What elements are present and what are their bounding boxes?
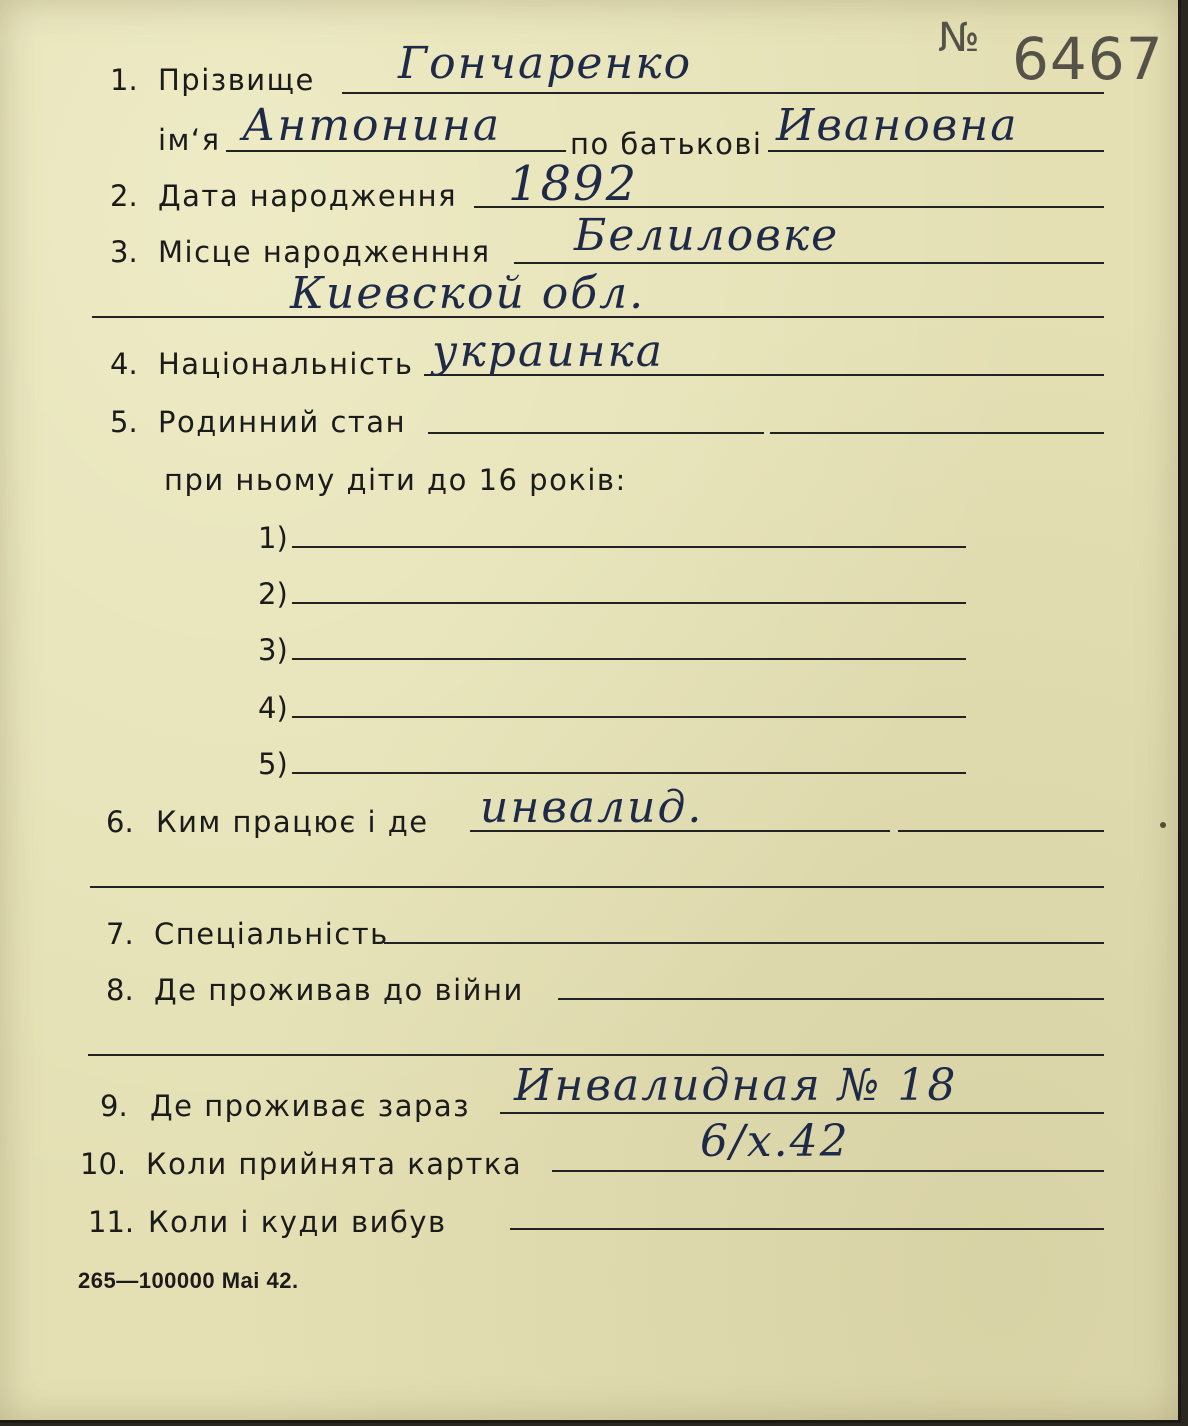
- family-status-label: Родинний стан: [158, 405, 407, 439]
- work-value: инвалид.: [480, 782, 704, 833]
- surname-label: Прізвище: [158, 63, 315, 97]
- child-line-5: [292, 772, 966, 774]
- field-number-work: 6.: [106, 805, 134, 839]
- field-number-birth-date: 2.: [110, 179, 138, 213]
- field-number-card-accepted: 10.: [80, 1147, 127, 1181]
- field-number-nationality: 4.: [110, 347, 138, 381]
- child-line-1: [292, 546, 966, 548]
- specialty-line: [384, 942, 1104, 944]
- birth-place-value: Белиловке: [574, 210, 840, 261]
- work-label: Ким працює і де: [156, 805, 429, 839]
- card-accepted-label: Коли прийнята картка: [146, 1147, 523, 1181]
- child-line-3: [292, 658, 966, 660]
- first-name-value: Антонина: [242, 100, 502, 151]
- surname-line: [342, 92, 1104, 94]
- work-line-b: [898, 830, 1104, 832]
- child-line-4: [292, 716, 966, 718]
- field-number-birth-place: 3.: [110, 235, 138, 269]
- field-number-departed: 11.: [88, 1205, 135, 1239]
- prewar-residence-label: Де проживав до війни: [154, 973, 524, 1007]
- child-line-2: [292, 602, 966, 604]
- current-residence-line: [500, 1112, 1104, 1114]
- children-label: при ньому діти до 16 років:: [164, 463, 627, 497]
- printer-imprint: 265—100000 Mai 42.: [78, 1268, 299, 1293]
- family-status-line-a: [428, 432, 764, 434]
- birth-date-value: 1892: [508, 156, 639, 212]
- departed-line: [510, 1228, 1104, 1230]
- birth-place-label: Місце народженння: [158, 235, 491, 269]
- prewar-residence-line: [558, 998, 1104, 1000]
- specialty-label: Спеціальність: [154, 917, 389, 951]
- field-number-surname: 1.: [110, 63, 138, 97]
- first-name-label: ім‘я: [158, 123, 221, 157]
- birth-place-line: [514, 262, 1104, 264]
- birth-date-label: Дата народження: [158, 179, 458, 213]
- work-line-2: [90, 886, 1104, 888]
- patronymic-value: Ивановна: [776, 100, 1019, 151]
- card-number-prefix: №: [938, 15, 981, 61]
- nationality-value: украинка: [432, 326, 665, 377]
- field-number-family-status: 5.: [110, 405, 138, 439]
- current-residence-label: Де проживає зараз: [150, 1089, 471, 1123]
- child-number-2: 2): [258, 577, 288, 611]
- field-number-current-residence: 9.: [100, 1089, 128, 1123]
- nationality-label: Національність: [158, 347, 414, 381]
- prewar-residence-line-2: [88, 1054, 1104, 1056]
- departed-label: Коли і куди вибув: [148, 1205, 447, 1239]
- card-number: 6467: [1012, 25, 1164, 93]
- current-residence-value: Инвалидная № 18: [514, 1060, 958, 1111]
- card-accepted-line: [552, 1170, 1104, 1172]
- field-number-specialty: 7.: [106, 917, 134, 951]
- child-number-5: 5): [258, 747, 288, 781]
- child-number-3: 3): [258, 633, 288, 667]
- birth-place-value-line2: Киевской обл.: [290, 268, 646, 319]
- child-number-1: 1): [258, 521, 288, 555]
- field-number-prewar-residence: 8.: [106, 973, 134, 1007]
- hole-mark: [1160, 822, 1166, 828]
- card-accepted-value: 6/x.42: [700, 1116, 850, 1167]
- child-number-4: 4): [258, 691, 288, 725]
- surname-value: Гончаренко: [398, 38, 693, 89]
- family-status-line-b: [770, 432, 1104, 434]
- patronymic-label: по батькові: [570, 127, 763, 161]
